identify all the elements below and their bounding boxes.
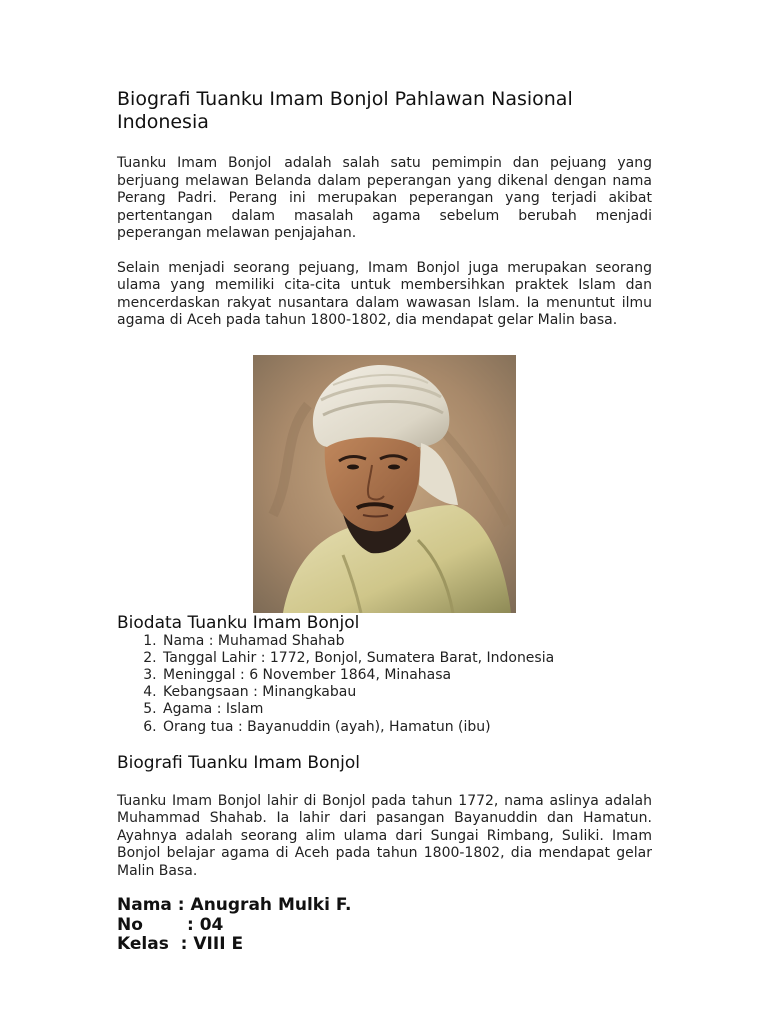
intro-text: adalah salah satu pemimpin dan pejuang yang berjuang melawan Belanda dalam peperangan yang dikenal dengan nama Perang Padri. Perang ini merupakan peperangan yang terjadi akibat pertentangan dalam masalah agama sebelum berubah menjadi peperangan melawan penjajahan. — [117, 155, 653, 241]
class-label: Kelas — [117, 934, 169, 955]
no-value: 04 — [199, 914, 224, 935]
second-paragraph: Selain menjadi seorang pejuang, Imam Bonjol juga merupakan seorang ulama yang memiliki cita-cita untuk membersihkan praktek Islam dan mencerdaskan rakyat nusantara dalam wawasan Islam. Ia menuntut ilmu agama di Aceh pada tahun 1800-1802, dia mendapat gelar Malin basa. — [117, 259, 652, 328]
name-value: Anugrah Mulki F. — [190, 895, 352, 916]
list-item: 6. Orang tua : Bayanuddin (ayah), Hamatun (ibu) — [161, 719, 652, 736]
list-item: 3. Meninggal : 6 November 1864, Minahasa — [161, 667, 652, 684]
document-body — [117, 88, 652, 955]
student-info — [117, 896, 652, 955]
biodata-list — [117, 633, 652, 736]
portrait-image — [253, 355, 516, 613]
student-name-row: Nama : Anugrah Mulki F. — [117, 895, 352, 916]
biodata-heading: Biodata Tuanku Imam Bonjol — [117, 612, 360, 633]
name-label: Nama — [117, 895, 172, 916]
list-item: 4. Kebangsaan : Minangkabau — [161, 684, 652, 701]
student-class-row: Kelas : VIII E — [117, 934, 244, 955]
intro-paragraph — [117, 155, 652, 243]
list-item: 2. Tanggal Lahir : 1772, Bonjol, Sumatera Barat, Indonesia — [161, 650, 652, 667]
biografi-paragraph: Tuanku Imam Bonjol lahir di Bonjol pada tahun 1772, nama aslinya adalah Muhammad Shahab. Ia lahir dari pasangan Bayanuddin dan Hamatun. Ayahnya adalah seorang alim ulama dari Sungai Rimbang, Suliki. Imam Bonjol belajar agama di Aceh pada tahun 1800-1802, dia mendapat gelar Malin Basa. — [117, 792, 652, 879]
biografi-heading: Biografi Tuanku Imam Bonjol — [117, 752, 361, 773]
intro-lead: Tuanku Imam Bonjol — [117, 155, 272, 171]
list-item: 5. Agama : Islam — [161, 701, 652, 718]
page-title: Biografi Tuanku Imam Bonjol Pahlawan Nasional Indonesia — [117, 88, 573, 133]
student-no-row: No : 04 — [117, 914, 224, 935]
no-label: No — [117, 914, 143, 935]
class-value: VIII E — [193, 934, 244, 955]
list-item: 1. Nama : Muhamad Shahab — [161, 633, 652, 650]
